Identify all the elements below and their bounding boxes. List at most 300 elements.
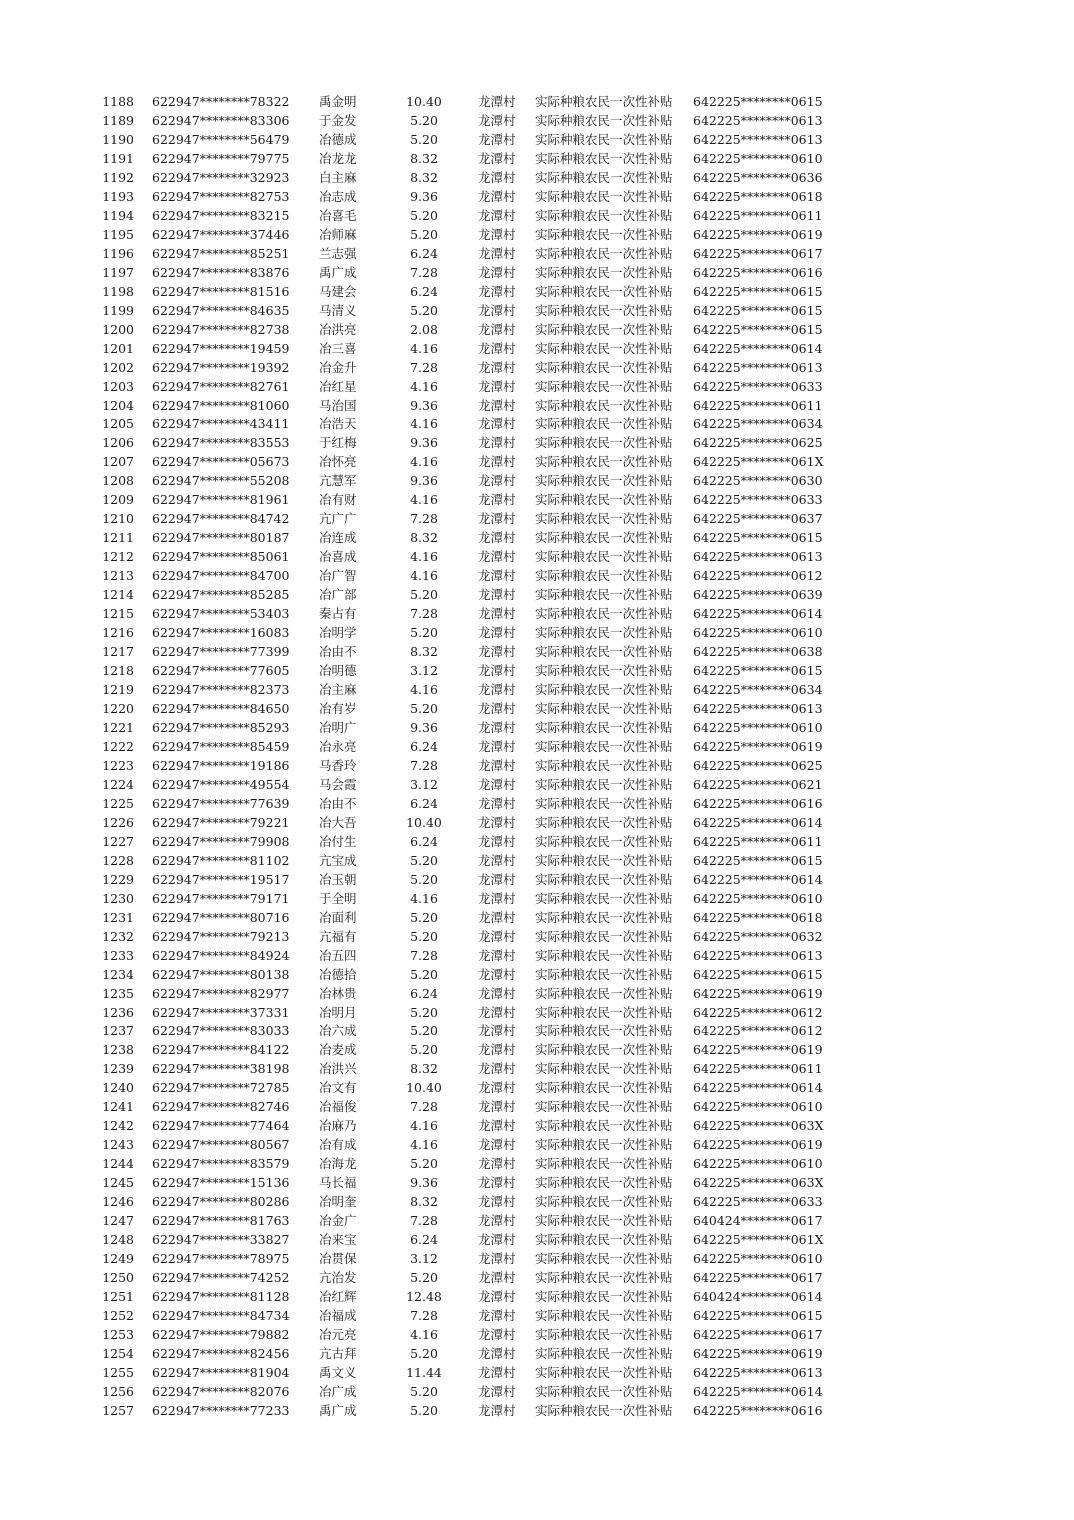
subsidy-amount: 5.20 <box>410 302 438 318</box>
subsidy-amount: 11.44 <box>406 1364 442 1380</box>
village-name: 龙潭村 <box>478 1232 516 1248</box>
village-name: 龙潭村 <box>478 947 516 963</box>
id-number: 642225********0613 <box>693 701 823 716</box>
recipient-name: 马香玲 <box>319 757 357 773</box>
subsidy-type: 实际种粮农民一次性补贴 <box>535 1004 673 1020</box>
village-name: 龙潭村 <box>478 719 516 735</box>
row-number: 1197 <box>102 264 134 280</box>
subsidy-amount: 8.32 <box>410 1194 438 1210</box>
subsidy-type: 实际种粮农民一次性补贴 <box>535 112 673 128</box>
table-row <box>0 1117 1074 1136</box>
row-number: 1234 <box>102 966 134 982</box>
account-number: 622947********81128 <box>152 1289 290 1305</box>
row-number: 1216 <box>102 625 134 641</box>
table-row <box>0 150 1074 169</box>
id-number: 642225********0619 <box>693 226 823 242</box>
row-number: 1214 <box>102 587 134 603</box>
subsidy-amount: 4.16 <box>410 549 438 565</box>
recipient-name: 冶明学 <box>319 625 357 641</box>
account-number: 622947********19392 <box>152 359 290 375</box>
village-name: 龙潭村 <box>478 511 516 527</box>
subsidy-type: 实际种粮农民一次性补贴 <box>535 492 673 508</box>
village-name: 龙潭村 <box>478 682 516 698</box>
row-number: 1190 <box>102 131 134 147</box>
recipient-name: 冶元亮 <box>319 1326 357 1342</box>
subsidy-amount: 12.48 <box>406 1289 442 1305</box>
recipient-name: 冶明月 <box>319 1004 357 1020</box>
village-name: 龙潭村 <box>478 1308 516 1323</box>
table-row <box>0 1004 1074 1023</box>
table-row <box>0 453 1074 472</box>
recipient-name: 冶付生 <box>319 833 357 849</box>
subsidy-type: 实际种粮农民一次性补贴 <box>535 340 673 356</box>
account-number: 622947********32923 <box>152 169 290 185</box>
account-number: 622947********80187 <box>152 530 290 546</box>
account-number: 622947********81961 <box>152 492 290 508</box>
row-number: 1215 <box>102 606 134 622</box>
id-number: 642225********0610 <box>693 1099 823 1115</box>
subsidy-type: 实际种粮农民一次性补贴 <box>535 1137 673 1153</box>
table-row <box>0 302 1074 321</box>
table-row <box>0 1136 1074 1155</box>
id-number: 642225********0610 <box>693 625 823 641</box>
row-number: 1239 <box>102 1061 134 1077</box>
subsidy-type: 实际种粮农民一次性补贴 <box>535 511 673 527</box>
village-name: 龙潭村 <box>478 1383 516 1399</box>
id-number: 642225********0610 <box>693 150 823 166</box>
account-number: 622947********83033 <box>152 1023 290 1039</box>
account-number: 622947********79213 <box>152 928 290 944</box>
village-name: 龙潭村 <box>478 473 516 489</box>
row-number: 1231 <box>102 909 134 925</box>
subsidy-type: 实际种粮农民一次性补贴 <box>535 814 673 830</box>
recipient-name: 亢广广 <box>319 511 357 527</box>
subsidy-amount: 8.32 <box>410 169 438 185</box>
account-number: 622947********83876 <box>152 264 290 280</box>
id-number: 642225********0617 <box>693 1326 823 1342</box>
recipient-name: 冶喜成 <box>319 549 357 565</box>
subsidy-type: 实际种粮农民一次性补贴 <box>535 359 673 375</box>
recipient-name: 冶贯保 <box>319 1251 357 1267</box>
row-number: 1232 <box>102 928 134 944</box>
row-number: 1223 <box>102 757 134 773</box>
row-number: 1247 <box>102 1213 134 1229</box>
row-number: 1242 <box>102 1118 134 1134</box>
subsidy-type: 实际种粮农民一次性补贴 <box>535 587 673 603</box>
account-number: 622947********80138 <box>152 966 290 982</box>
recipient-name: 冶喜毛 <box>319 207 357 223</box>
row-number: 1233 <box>102 947 134 963</box>
subsidy-type: 实际种粮农民一次性补贴 <box>535 226 673 242</box>
row-number: 1199 <box>102 302 134 318</box>
id-number: 642225********0611 <box>693 833 823 849</box>
subsidy-amount: 9.36 <box>410 719 438 735</box>
village-name: 龙潭村 <box>478 207 516 223</box>
id-number: 642225********0619 <box>693 1345 823 1361</box>
account-number: 622947********85285 <box>152 587 290 603</box>
subsidy-type: 实际种粮农民一次性补贴 <box>535 94 673 109</box>
table-row <box>0 662 1074 681</box>
subsidy-type: 实际种粮农民一次性补贴 <box>535 1232 673 1248</box>
account-number: 622947********79908 <box>152 833 290 849</box>
recipient-name: 冶海龙 <box>319 1156 357 1172</box>
row-number: 1221 <box>102 719 134 735</box>
table-row <box>0 1402 1074 1421</box>
recipient-name: 冶德拾 <box>319 966 357 982</box>
row-number: 1213 <box>102 568 134 584</box>
row-number: 1188 <box>102 94 134 109</box>
village-name: 龙潭村 <box>478 1156 516 1172</box>
recipient-name: 冶明德 <box>319 663 357 679</box>
recipient-name: 马建会 <box>319 283 357 299</box>
account-number: 622947********38198 <box>152 1061 290 1077</box>
subsidy-amount: 10.40 <box>406 94 442 109</box>
row-number: 1256 <box>102 1383 134 1399</box>
row-number: 1254 <box>102 1345 134 1361</box>
table-row <box>0 548 1074 567</box>
subsidy-amount: 4.16 <box>410 1137 438 1153</box>
recipient-name: 马长福 <box>319 1175 357 1191</box>
table-row <box>0 1155 1074 1174</box>
subsidy-amount: 9.36 <box>410 435 438 451</box>
account-number: 622947********16083 <box>152 625 290 641</box>
table-row <box>0 738 1074 757</box>
subsidy-type: 实际种粮农民一次性补贴 <box>535 549 673 565</box>
table-row <box>0 605 1074 624</box>
village-name: 龙潭村 <box>478 776 516 792</box>
village-name: 龙潭村 <box>478 738 516 754</box>
row-number: 1212 <box>102 549 134 565</box>
id-number: 640424********0617 <box>693 1213 823 1229</box>
village-name: 龙潭村 <box>478 1004 516 1020</box>
id-number: 642225********0615 <box>693 852 823 868</box>
village-name: 龙潭村 <box>478 625 516 641</box>
subsidy-amount: 7.28 <box>410 1099 438 1115</box>
subsidy-table <box>0 93 1074 1421</box>
subsidy-amount: 5.20 <box>410 1042 438 1058</box>
recipient-name: 冶广智 <box>319 568 357 584</box>
table-row <box>0 1060 1074 1079</box>
subsidy-amount: 4.16 <box>410 568 438 584</box>
id-number: 642225********0634 <box>693 416 823 432</box>
id-number: 642225********0636 <box>693 169 823 185</box>
row-number: 1205 <box>102 416 134 432</box>
subsidy-type: 实际种粮农民一次性补贴 <box>535 985 673 1001</box>
account-number: 622947********19517 <box>152 871 290 887</box>
account-number: 622947********05673 <box>152 454 290 470</box>
subsidy-type: 实际种粮农民一次性补贴 <box>535 909 673 925</box>
recipient-name: 冶连成 <box>319 530 357 546</box>
village-name: 龙潭村 <box>478 1270 516 1286</box>
subsidy-type: 实际种粮农民一次性补贴 <box>535 1099 673 1115</box>
table-row <box>0 188 1074 207</box>
subsidy-type: 实际种粮农民一次性补贴 <box>535 568 673 584</box>
recipient-name: 冶林贵 <box>319 985 357 1001</box>
table-row <box>0 472 1074 491</box>
table-row <box>0 1307 1074 1326</box>
subsidy-amount: 9.36 <box>410 397 438 413</box>
row-number: 1252 <box>102 1308 134 1323</box>
table-row <box>0 947 1074 966</box>
row-number: 1200 <box>102 321 134 337</box>
subsidy-type: 实际种粮农民一次性补贴 <box>535 1042 673 1058</box>
table-row <box>0 757 1074 776</box>
subsidy-type: 实际种粮农民一次性补贴 <box>535 435 673 451</box>
village-name: 龙潭村 <box>478 1194 516 1210</box>
account-number: 622947********79882 <box>152 1326 290 1342</box>
subsidy-amount: 5.20 <box>410 701 438 716</box>
id-number: 642225********0613 <box>693 112 823 128</box>
village-name: 龙潭村 <box>478 1326 516 1342</box>
recipient-name: 冶明广 <box>319 719 357 735</box>
recipient-name: 冶红星 <box>319 378 357 394</box>
recipient-name: 冶师麻 <box>319 226 357 242</box>
id-number: 642225********0632 <box>693 928 823 944</box>
subsidy-type: 实际种粮农民一次性补贴 <box>535 606 673 622</box>
row-number: 1236 <box>102 1004 134 1020</box>
subsidy-type: 实际种粮农民一次性补贴 <box>535 1364 673 1380</box>
subsidy-amount: 4.16 <box>410 378 438 394</box>
table-row <box>0 567 1074 586</box>
subsidy-type: 实际种粮农民一次性补贴 <box>535 852 673 868</box>
account-number: 622947********85061 <box>152 549 290 565</box>
recipient-name: 亢古拜 <box>319 1345 357 1361</box>
id-number: 642225********0619 <box>693 985 823 1001</box>
id-number: 642225********0615 <box>693 283 823 299</box>
account-number: 622947********83579 <box>152 1156 290 1172</box>
id-number: 642225********0613 <box>693 947 823 963</box>
village-name: 龙潭村 <box>478 1345 516 1361</box>
subsidy-amount: 5.20 <box>410 1270 438 1286</box>
subsidy-type: 实际种粮农民一次性补贴 <box>535 416 673 432</box>
account-number: 622947********77639 <box>152 795 290 811</box>
account-number: 622947********77464 <box>152 1118 290 1134</box>
subsidy-type: 实际种粮农民一次性补贴 <box>535 378 673 394</box>
table-row <box>0 491 1074 510</box>
subsidy-type: 实际种粮农民一次性补贴 <box>535 947 673 963</box>
village-name: 龙潭村 <box>478 378 516 394</box>
village-name: 龙潭村 <box>478 321 516 337</box>
account-number: 622947********81060 <box>152 397 290 413</box>
village-name: 龙潭村 <box>478 226 516 242</box>
subsidy-amount: 5.20 <box>410 226 438 242</box>
row-number: 1208 <box>102 473 134 489</box>
village-name: 龙潭村 <box>478 188 516 204</box>
account-number: 622947********82761 <box>152 378 290 394</box>
table-row <box>0 909 1074 928</box>
village-name: 龙潭村 <box>478 852 516 868</box>
subsidy-amount: 10.40 <box>406 1080 442 1096</box>
subsidy-amount: 5.20 <box>410 207 438 223</box>
row-number: 1218 <box>102 663 134 679</box>
recipient-name: 亢慧军 <box>319 473 357 489</box>
village-name: 龙潭村 <box>478 454 516 470</box>
row-number: 1226 <box>102 814 134 830</box>
id-number: 642225********0615 <box>693 530 823 546</box>
village-name: 龙潭村 <box>478 549 516 565</box>
account-number: 622947********82746 <box>152 1099 290 1115</box>
row-number: 1248 <box>102 1232 134 1248</box>
id-number: 642225********063X <box>693 1175 824 1191</box>
subsidy-type: 实际种粮农民一次性补贴 <box>535 776 673 792</box>
subsidy-type: 实际种粮农民一次性补贴 <box>535 757 673 773</box>
recipient-name: 冶有岁 <box>319 701 357 716</box>
table-row <box>0 624 1074 643</box>
table-row <box>0 169 1074 188</box>
subsidy-type: 实际种粮农民一次性补贴 <box>535 833 673 849</box>
recipient-name: 亢福有 <box>319 928 357 944</box>
village-name: 龙潭村 <box>478 1061 516 1077</box>
account-number: 622947********81904 <box>152 1364 290 1380</box>
table-row <box>0 643 1074 662</box>
account-number: 622947********37446 <box>152 226 290 242</box>
id-number: 642225********0610 <box>693 1251 823 1267</box>
village-name: 龙潭村 <box>478 359 516 375</box>
village-name: 龙潭村 <box>478 1213 516 1229</box>
table-row <box>0 529 1074 548</box>
id-number: 642225********0615 <box>693 1308 823 1323</box>
recipient-name: 亢治发 <box>319 1270 357 1286</box>
account-number: 622947********85459 <box>152 738 290 754</box>
table-row <box>0 795 1074 814</box>
id-number: 642225********0617 <box>693 245 823 261</box>
subsidy-amount: 6.24 <box>410 985 438 1001</box>
subsidy-amount: 5.20 <box>410 112 438 128</box>
account-number: 622947********84650 <box>152 701 290 716</box>
recipient-name: 于金发 <box>319 112 357 128</box>
table-row <box>0 852 1074 871</box>
id-number: 642225********0634 <box>693 682 823 698</box>
subsidy-type: 实际种粮农民一次性补贴 <box>535 1213 673 1229</box>
recipient-name: 冶五四 <box>319 947 357 963</box>
account-number: 622947********15136 <box>152 1175 290 1191</box>
table-row <box>0 1041 1074 1060</box>
table-row <box>0 226 1074 245</box>
village-name: 龙潭村 <box>478 644 516 660</box>
subsidy-type: 实际种粮农民一次性补贴 <box>535 321 673 337</box>
subsidy-amount: 9.36 <box>410 1175 438 1191</box>
row-number: 1229 <box>102 871 134 887</box>
id-number: 642225********0618 <box>693 188 823 204</box>
village-name: 龙潭村 <box>478 1175 516 1191</box>
account-number: 622947********84700 <box>152 568 290 584</box>
subsidy-amount: 5.20 <box>410 928 438 944</box>
id-number: 642225********0619 <box>693 738 823 754</box>
account-number: 622947********79775 <box>152 150 290 166</box>
subsidy-type: 实际种粮农民一次性补贴 <box>535 1402 673 1418</box>
village-name: 龙潭村 <box>478 1251 516 1267</box>
subsidy-amount: 5.20 <box>410 1402 438 1418</box>
recipient-name: 冶明奎 <box>319 1194 357 1210</box>
table-row <box>0 1231 1074 1250</box>
village-name: 龙潭村 <box>478 530 516 546</box>
subsidy-amount: 8.32 <box>410 530 438 546</box>
subsidy-type: 实际种粮农民一次性补贴 <box>535 302 673 318</box>
village-name: 龙潭村 <box>478 283 516 299</box>
id-number: 642225********061X <box>693 454 824 470</box>
subsidy-type: 实际种粮农民一次性补贴 <box>535 795 673 811</box>
id-number: 642225********0614 <box>693 340 823 356</box>
account-number: 622947********77233 <box>152 1402 290 1418</box>
account-number: 622947********80567 <box>152 1137 290 1153</box>
village-name: 龙潭村 <box>478 663 516 679</box>
id-number: 642225********0616 <box>693 264 823 280</box>
row-number: 1241 <box>102 1099 134 1115</box>
village-name: 龙潭村 <box>478 340 516 356</box>
id-number: 642225********0625 <box>693 435 823 451</box>
row-number: 1250 <box>102 1270 134 1286</box>
table-row <box>0 1098 1074 1117</box>
recipient-name: 冶由不 <box>319 795 357 811</box>
account-number: 622947********53403 <box>152 606 290 622</box>
account-number: 622947********82753 <box>152 188 290 204</box>
recipient-name: 冶金广 <box>319 1213 357 1229</box>
account-number: 622947********79221 <box>152 814 290 830</box>
account-number: 622947********82373 <box>152 682 290 698</box>
recipient-name: 冶麻乃 <box>319 1118 357 1134</box>
table-row <box>0 1193 1074 1212</box>
subsidy-type: 实际种粮农民一次性补贴 <box>535 188 673 204</box>
village-name: 龙潭村 <box>478 169 516 185</box>
table-row <box>0 890 1074 909</box>
village-name: 龙潭村 <box>478 435 516 451</box>
subsidy-amount: 6.24 <box>410 283 438 299</box>
table-row <box>0 340 1074 359</box>
id-number: 642225********0615 <box>693 966 823 982</box>
subsidy-amount: 6.24 <box>410 738 438 754</box>
subsidy-type: 实际种粮农民一次性补贴 <box>535 625 673 641</box>
id-number: 642225********0612 <box>693 1023 823 1039</box>
id-number: 642225********0615 <box>693 94 823 109</box>
subsidy-amount: 9.36 <box>410 188 438 204</box>
subsidy-type: 实际种粮农民一次性补贴 <box>535 1326 673 1342</box>
recipient-name: 冶浩天 <box>319 416 357 432</box>
id-number: 642225********0612 <box>693 1004 823 1020</box>
id-number: 642225********0614 <box>693 814 823 830</box>
row-number: 1225 <box>102 795 134 811</box>
table-row <box>0 833 1074 852</box>
row-number: 1237 <box>102 1023 134 1039</box>
account-number: 622947********80716 <box>152 909 290 925</box>
row-number: 1253 <box>102 1326 134 1342</box>
table-row <box>0 264 1074 283</box>
table-row <box>0 397 1074 416</box>
row-number: 1210 <box>102 511 134 527</box>
village-name: 龙潭村 <box>478 245 516 261</box>
recipient-name: 冶志成 <box>319 188 357 204</box>
recipient-name: 冶红辉 <box>319 1289 357 1305</box>
subsidy-amount: 7.28 <box>410 359 438 375</box>
subsidy-type: 实际种粮农民一次性补贴 <box>535 701 673 716</box>
id-number: 642225********0619 <box>693 1042 823 1058</box>
row-number: 1196 <box>102 245 134 261</box>
subsidy-type: 实际种粮农民一次性补贴 <box>535 1080 673 1096</box>
recipient-name: 冶三喜 <box>319 340 357 356</box>
village-name: 龙潭村 <box>478 985 516 1001</box>
subsidy-amount: 4.16 <box>410 890 438 906</box>
table-row <box>0 681 1074 700</box>
row-number: 1207 <box>102 454 134 470</box>
subsidy-amount: 3.12 <box>410 1251 438 1267</box>
id-number: 642225********061X <box>693 1232 824 1248</box>
recipient-name: 冶来宝 <box>319 1232 357 1248</box>
village-name: 龙潭村 <box>478 701 516 716</box>
subsidy-amount: 5.20 <box>410 1383 438 1399</box>
id-number: 642225********0616 <box>693 795 823 811</box>
id-number: 642225********0633 <box>693 492 823 508</box>
table-row <box>0 434 1074 453</box>
account-number: 622947********85251 <box>152 245 290 261</box>
